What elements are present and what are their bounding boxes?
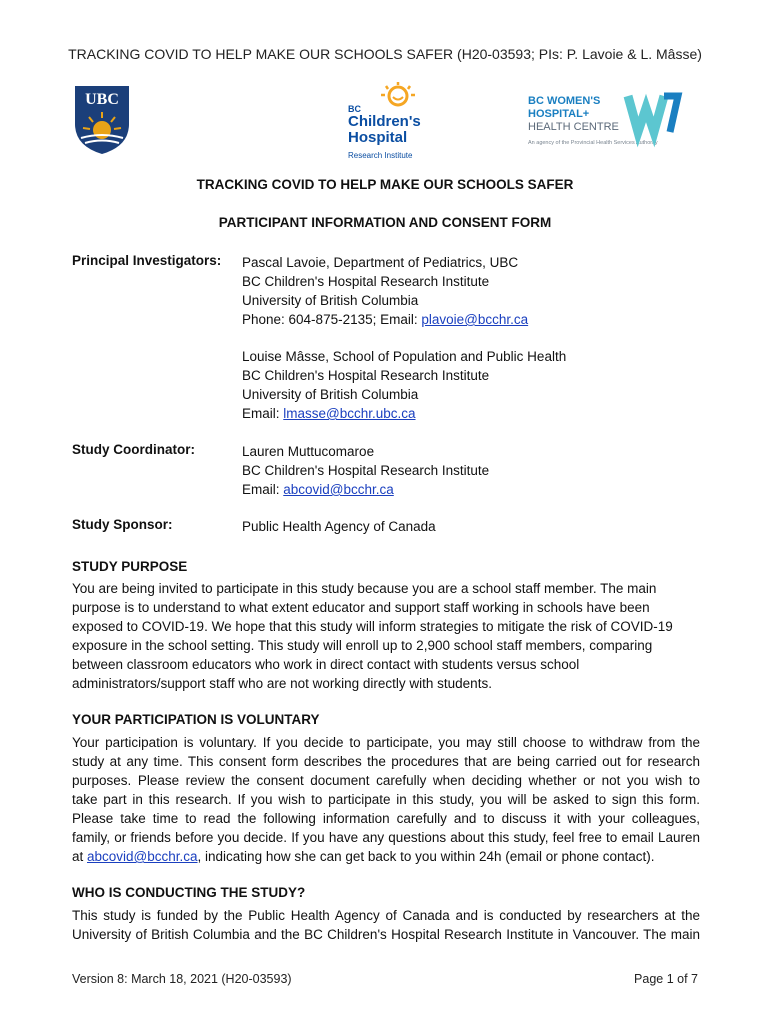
coordinator-line: Lauren Muttucomaroe (242, 444, 375, 459)
study-coordinator-label: Study Coordinator: (72, 442, 195, 457)
bcch-logo-line1: BC (348, 104, 361, 114)
paragraph-line: This study is funded by the Public Health Agency of Canada and is conducted by researchers at the (72, 908, 700, 923)
voluntary-heading: YOUR PARTICIPATION IS VOLUNTARY (72, 712, 320, 727)
paragraph-line: study at any time. This consent form describes the procedures that are being carried out for research (72, 754, 700, 769)
document-subtitle: PARTICIPANT INFORMATION AND CONSENT FORM (218, 215, 552, 230)
pi1-contact (242, 310, 528, 329)
paragraph-line: You are being invited to participate in this study because you are a school staff member. The main (72, 581, 657, 596)
pi2-email-prefix: Email: (242, 406, 284, 421)
paragraph-line: University of British Columbia and the BC Children's Hospital Research Institute in Vancouver. The main (72, 927, 700, 942)
pi2-line: Louise Mâsse, School of Population and Public Health (242, 349, 567, 364)
document-title: TRACKING COVID TO HELP MAKE OUR SCHOOLS SAFER (196, 177, 574, 192)
bcch-logo-line3: Hospital (348, 129, 408, 146)
paragraph-line: purpose is to understand to what extent educator and support staff working in schools have been (72, 600, 650, 615)
logo-bar (0, 82, 770, 162)
study-sponsor-label: Study Sponsor: (72, 517, 173, 532)
paragraph-line: Please take time to read the following information carefully and to discuss it with your colleagues, (72, 811, 700, 826)
coordinator-email-link[interactable]: abcovid@bcchr.ca (283, 482, 394, 497)
paragraph-line: between classroom educators who work in direct contact with students versus school (72, 657, 580, 672)
pi1-block (242, 253, 528, 329)
paragraph-line (72, 847, 700, 866)
bc-womens-hospital-logo (528, 92, 688, 152)
running-header: TRACKING COVID TO HELP MAKE OUR SCHOOLS SAFER (H20-03593; PIs: P. Lavoie & L. Mâsse) (68, 46, 702, 62)
pi1-line: University of British Columbia (242, 293, 419, 308)
pi2-line: BC Children's Hospital Research Institute (242, 368, 490, 383)
paragraph-line: exposure in the school setting. This study will enroll up to 2,900 school staff members, comparing (72, 638, 653, 653)
coordinator-line: BC Children's Hospital Research Institute (242, 463, 490, 478)
coordinator-block (242, 442, 489, 499)
coordinator-contact (242, 480, 489, 499)
paragraph-line: purposes. Please review the consent document carefully when deciding whether or not you wish to (72, 773, 700, 788)
pi2-contact (242, 404, 566, 423)
pi2-block (242, 347, 566, 423)
voluntary-email-link[interactable]: abcovid@bcchr.ca (87, 849, 198, 864)
voluntary-paragraph (72, 733, 700, 866)
bcch-research-institute-logo (346, 82, 436, 162)
bcw-logo-line3: HEALTH CENTRE (528, 121, 619, 133)
sponsor-value: Public Health Agency of Canada (242, 519, 436, 534)
principal-investigators-label: Principal Investigators: (72, 253, 222, 268)
ubc-logo-text: UBC (85, 91, 119, 108)
voluntary-last-suffix: , indicating how she can get back to you within 24h (email or phone contact). (197, 849, 655, 864)
pi2-email-link[interactable]: lmasse@bcchr.ubc.ca (283, 406, 416, 421)
pi1-email-link[interactable]: plavoie@bcchr.ca (421, 312, 529, 327)
paragraph-line: administrators/support staff who are not working directly with students. (72, 676, 492, 691)
voluntary-last-prefix: at (72, 849, 88, 864)
pi1-phone: Phone: 604-875-2135; Email: (242, 312, 422, 327)
conducting-heading: WHO IS CONDUCTING THE STUDY? (72, 885, 306, 900)
ubc-logo (73, 84, 131, 156)
pi2-line: University of British Columbia (242, 387, 419, 402)
coordinator-email-prefix: Email: (242, 482, 284, 497)
bcw-logo-line1: BC WOMEN'S (528, 95, 601, 107)
footer-page-number: Page 1 of 7 (634, 972, 698, 986)
study-purpose-paragraph (72, 579, 700, 693)
paragraph-line: Your participation is voluntary. If you decide to participate, you may still choose to withdraw from the (72, 735, 700, 750)
paragraph-line: take part in this research. If you wish to participate in this study, you will be asked to sign this form. (72, 792, 700, 807)
paragraph-line: family, or friends before you decide. If you have any questions about this study, feel free to email Lauren (72, 830, 700, 845)
study-purpose-heading: STUDY PURPOSE (72, 559, 188, 574)
pi1-line: BC Children's Hospital Research Institute (242, 274, 490, 289)
bcw-logo-line2: HOSPITAL+ (528, 108, 590, 120)
conducting-paragraph (72, 906, 700, 944)
pi1-line: Pascal Lavoie, Department of Pediatrics, UBC (242, 255, 519, 270)
bcch-logo-line4: Research Institute (348, 151, 413, 160)
paragraph-line: exposed to COVID-19. We hope that this study will inform strategies to mitigate the risk of COVID-19 (72, 619, 673, 634)
bcw-logo-line4: An agency of the Provincial Health Services Authority (528, 140, 658, 146)
footer-version: Version 8: March 18, 2021 (H20-03593) (72, 972, 292, 986)
bcch-logo-line2: Children's (348, 113, 421, 130)
